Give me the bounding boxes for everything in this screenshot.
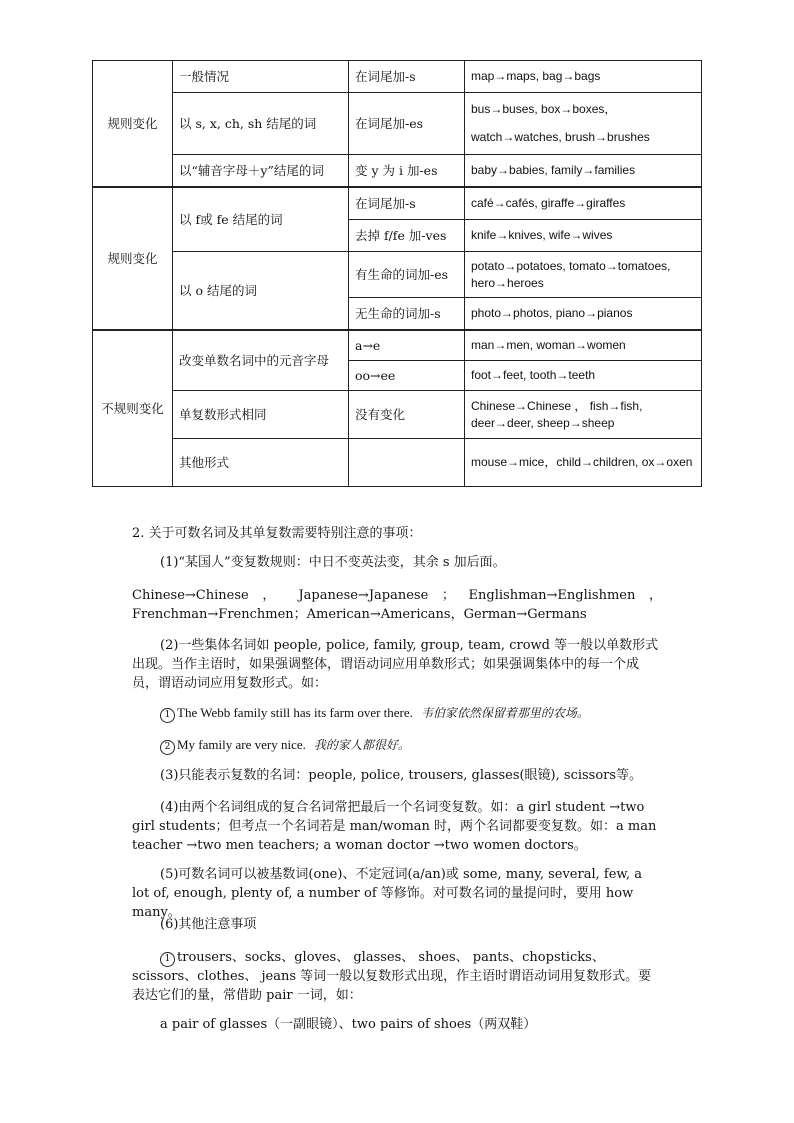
example-en: The Webb family still has its farm over there. [177,705,413,720]
rule-cell: 在词尾加-es [349,93,465,155]
rule-cell: 在词尾加-s [349,61,465,93]
type-cell: 以 f或 fe 结尾的词 [173,188,349,252]
irregular-change-table [92,330,702,487]
type-cell: 一般情况 [173,61,349,93]
example-cell: man→men, woman→women [465,331,702,361]
rule-cell: 去掉 f/fe 加-ves [349,220,465,252]
category-cell: 规则变化 [93,61,173,187]
number-circle: 2 [160,740,175,755]
note-text: trousers、socks、gloves、 glasses、 shoes、 pants、chopsticks、 scissors、clothes、 jeans 等词一般以复数形式出现，作主语时谓语动词用复数形式。要表达它们的量，常借助 pair 一词，如： [132,950,652,1003]
section-heading: 2. 关于可数名词及其单复数需要特别注意的事项： [132,526,422,541]
example-cell: knife→knives, wife→wives [465,220,702,252]
rule-cell: 有生命的词加-es [349,252,465,298]
type-cell: 以 s, x, ch, sh 结尾的词 [173,93,349,155]
rule-cell: 变 y 为 i 加-es [349,155,465,187]
rule-cell [349,439,465,487]
category-cell: 规则变化 [93,188,173,330]
example-line: watch→watches, brush→brushes [471,130,650,144]
example-line: bus→buses, box→boxes， [471,102,617,116]
type-cell: 改变单数名词中的元音字母 [173,331,349,391]
paragraph-4: (4)由两个名词组成的复合名词常把最后一个名词变复数。如：a girl student →two girl students；但考点一个名词若是 man/woman 时，两个名词都要变复数。如：a man teacher →two men teachers; a woman doctor →two women doctors。 [132,800,657,853]
example-en: My family are very nice. [177,737,306,752]
number-circle: 1 [160,952,175,967]
rule-cell: a→e [349,331,465,361]
example-cell: map→maps, bag→bags [465,61,702,93]
type-cell: 其他形式 [173,439,349,487]
regular-change-table-2 [92,187,702,330]
example-cell: café→cafés, giraffe→giraffes [465,188,702,220]
type-cell: 以“辅音字母＋y”结尾的词 [173,155,349,187]
rule-cell: 在词尾加-s [349,188,465,220]
category-cell: 不规则变化 [93,331,173,487]
example-cn: 我的家人都很好。 [313,738,410,752]
type-cell: 以 o 结尾的词 [173,252,349,330]
example-sentence-2 [132,735,662,755]
example-cell: foot→feet, tooth→teeth [465,361,702,391]
paragraph-7: a pair of glasses（一副眼镜）、two pairs of shoes（两双鞋） [160,1017,537,1032]
example-cell: photo→photos, piano→pianos [465,298,702,330]
paragraph-1: (1)“某国人”变复数规则：中日不变英法变，其余 s 加后面。 [160,555,506,570]
paragraph-6-note [132,948,662,1005]
example-cn: 韦伯家依然保留着那里的农场。 [420,706,589,720]
example-sentence-1 [132,703,662,723]
paragraph-6: (6)其他注意事项 [160,917,257,932]
example-cell [465,93,702,155]
number-circle: 1 [160,708,175,723]
paragraph-2: (2)一些集体名词如 people, police, family, group, team, crowd 等一般以单数形式出现。当作主语时，如果强调整体，谓语动词应用单数形式；如果强调集体中的每一个成员，谓语动词应用复数形式。如： [132,638,659,691]
rule-cell: 没有变化 [349,391,465,439]
paragraph-5: (5)可数名词可以被基数词(one)、不定冠词(a/an)或 some, many, several, few, a lot of, enough, plenty of, a number of 等修饰。对可数名词的量提问时，要用 how many。 [132,867,642,920]
example-cell: Chinese→Chinese ， fish→fish, deer→deer, sheep→sheep [465,391,702,439]
type-cell: 单复数形式相同 [173,391,349,439]
rule-cell: 无生命的词加-s [349,298,465,330]
paragraph-1-examples: Chinese→Chinese ， Japanese→Japanese ； Englishman→Englishmen ， Frenchman→Frenchmen；American→Americans，German→Germans [132,588,662,622]
example-cell: baby→babies, family→families [465,155,702,187]
rule-cell: oo→ee [349,361,465,391]
example-cell: mouse→mice，child→children, ox→oxen [465,439,702,487]
paragraph-3: (3)只能表示复数的名词：people, police, trousers, glasses(眼镜), scissors等。 [160,768,643,783]
example-cell: potato→potatoes, tomato→tomatoes, hero→heroes [465,252,702,298]
regular-change-table-1 [92,60,702,187]
